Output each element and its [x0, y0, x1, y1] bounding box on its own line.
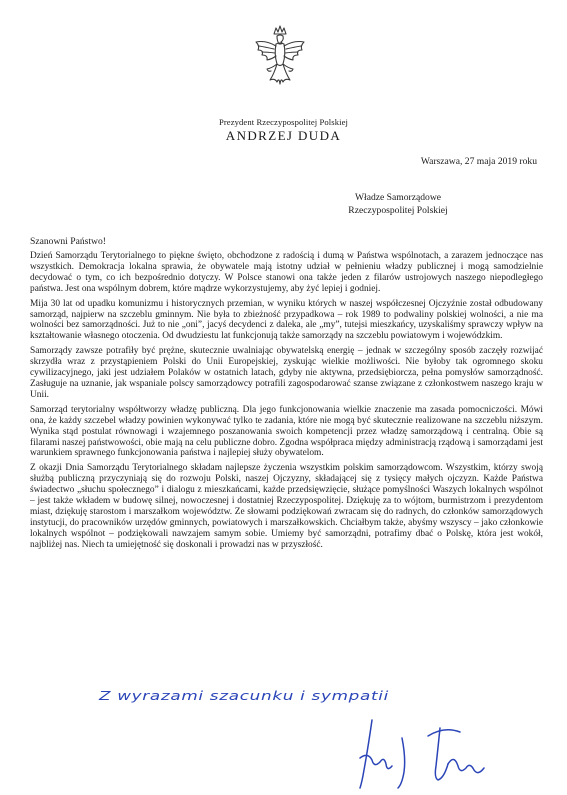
paragraph-1: Dzień Samorządu Terytorialnego to piękne święto, obchodzone z radością i dumą w Państwa wspólnotach, a zarazem jednoczące nas wszystkich. Demokracja lokalna sprawia, że obywatele mają istotny udział w pełnieniu władzy publicznej i mogą samodzielnie decydować o tym, co ich bezpośrednio dotyczy. W Polsce stanowi ona także jeden z filarów ustrojowych naszego niepodległego państwa. Jest ona wspólnym dobrem, które mądrze wykorzystujemy, aby żyć lepiej i godniej. — [30, 251, 543, 294]
handwritten-signature — [320, 708, 510, 793]
handwritten-closing-text: Z wyrazami szacunku i sympatii — [97, 689, 390, 703]
salutation: Szanowni Państwo! — [30, 236, 106, 247]
paragraph-5: Z okazji Dnia Samorządu Terytorialnego składam najlepsze życzenia wszystkim polskim samorządowcom. Wszystkim, którzy swoją służbą publiczną przyczyniają się do rozwoju Polski, naszej Ojczyzny, składającej się z tysięcy małych ojczyzn. Każde Państwa świadectwo „słuchu społecznego” i dialogu z mieszkańcami, każde przedsięwzięcie, służące pomyślności Waszych lokalnych wspólnot – jest także wkładem w budowę silnej, nowoczesnej i dostatniej Rzeczypospolitej. Dziękuję za to wójtom, burmistrzom i prezydentom miast, dziękuję starostom i marszałkom województw. Ze słowami podziękowań zwracam się do radnych, do członków samorządowych instytucji, do pracowników urzędów gminnych, powiatowych i marszałkowskich. Chciałbym także, abyśmy wszyscy – jako członkowie lokalnych wspólnot – podziękowali nawzajem samym sobie. Umiemy być samorządni, potrafimy dbać o Polskę, która jest wokół, najbliżej nas. Niech ta umiejętność się doskonali i prowadzi nas w przyszłość. — [30, 463, 543, 550]
paragraph-2: Mija 30 lat od upadku komunizmu i historycznych przemian, w wyniku których w naszej współczesnej Ojczyźnie został odbudowany samorząd, najpierw na szczeblu gminnym. Nie była to zbieżność przypadkowa – rok 1989 to podwaliny polskiej wolności, a nie ma wolności bez samorządności. Już to nie „oni”, jacyś decydenci z daleka, ale „my”, tutejsi mieszkańcy, uzyskaliśmy sprawczy wpływ na kształtowanie własnego otoczenia. Od dwudziestu lat funkcjonują także samorządy na szczeblu powiatowym i wojewódzkim. — [30, 298, 543, 342]
polish-eagle-emblem — [250, 22, 310, 90]
recipient-line-2: Rzeczypospolitej Polskiej — [348, 204, 448, 216]
letter-date: Warszawa, 27 maja 2019 roku — [420, 156, 537, 167]
president-name: ANDRZEJ DUDA — [225, 128, 342, 143]
recipient-block — [318, 192, 478, 217]
paragraph-4: Samorząd terytorialny współtworzy władzę publiczną. Dla jego funkcjonowania wielkie znaczenie ma zasada pomocniczości. Mówi ona, że każdy szczebel władzy powinien wykonywać tylko te zadania, które nie mogą być skutecznie realizowane na szczeblu niższym. Wynika stąd postulat równowagi i wzajemnego poszanowania swoich kompetencji przez władzę samorządową i centralną. Obie są filarami naszej państwowości, obie mają na celu publiczne dobro. Zgodna współpraca między administracją rządową i samorządami jest warunkiem sprawnego funkcjonowania państwa i najlepiej służy obywatelom. — [30, 404, 543, 459]
recipient-line-1: Władze Samorządowe — [354, 192, 442, 203]
letter-body — [30, 251, 543, 555]
paragraph-3: Samorządy zawsze potrafiły być prężne, skutecznie uwalniając obywatelską energię – jednak w szczególny sposób zaczęły rozwijać skrzydła wraz z przystąpieniem Polski do Unii Europejskiej, zyskując wielkie możliwości. Nie byłoby tak ogromnego skoku cywilizacyjnego, jaki jest udziałem Polaków w ostatnich latach, gdyby nie aktywna, przedsiębiorcza, pełna pomysłów samorządność. Zasługuje na uznanie, jak wspaniale polscy samorządowcy potrafili zagospodarować szanse związane z członkostwem naszego kraju w Unii. — [30, 346, 543, 400]
office-title: Prezydent Rzeczypospolitej Polskiej — [218, 117, 349, 127]
